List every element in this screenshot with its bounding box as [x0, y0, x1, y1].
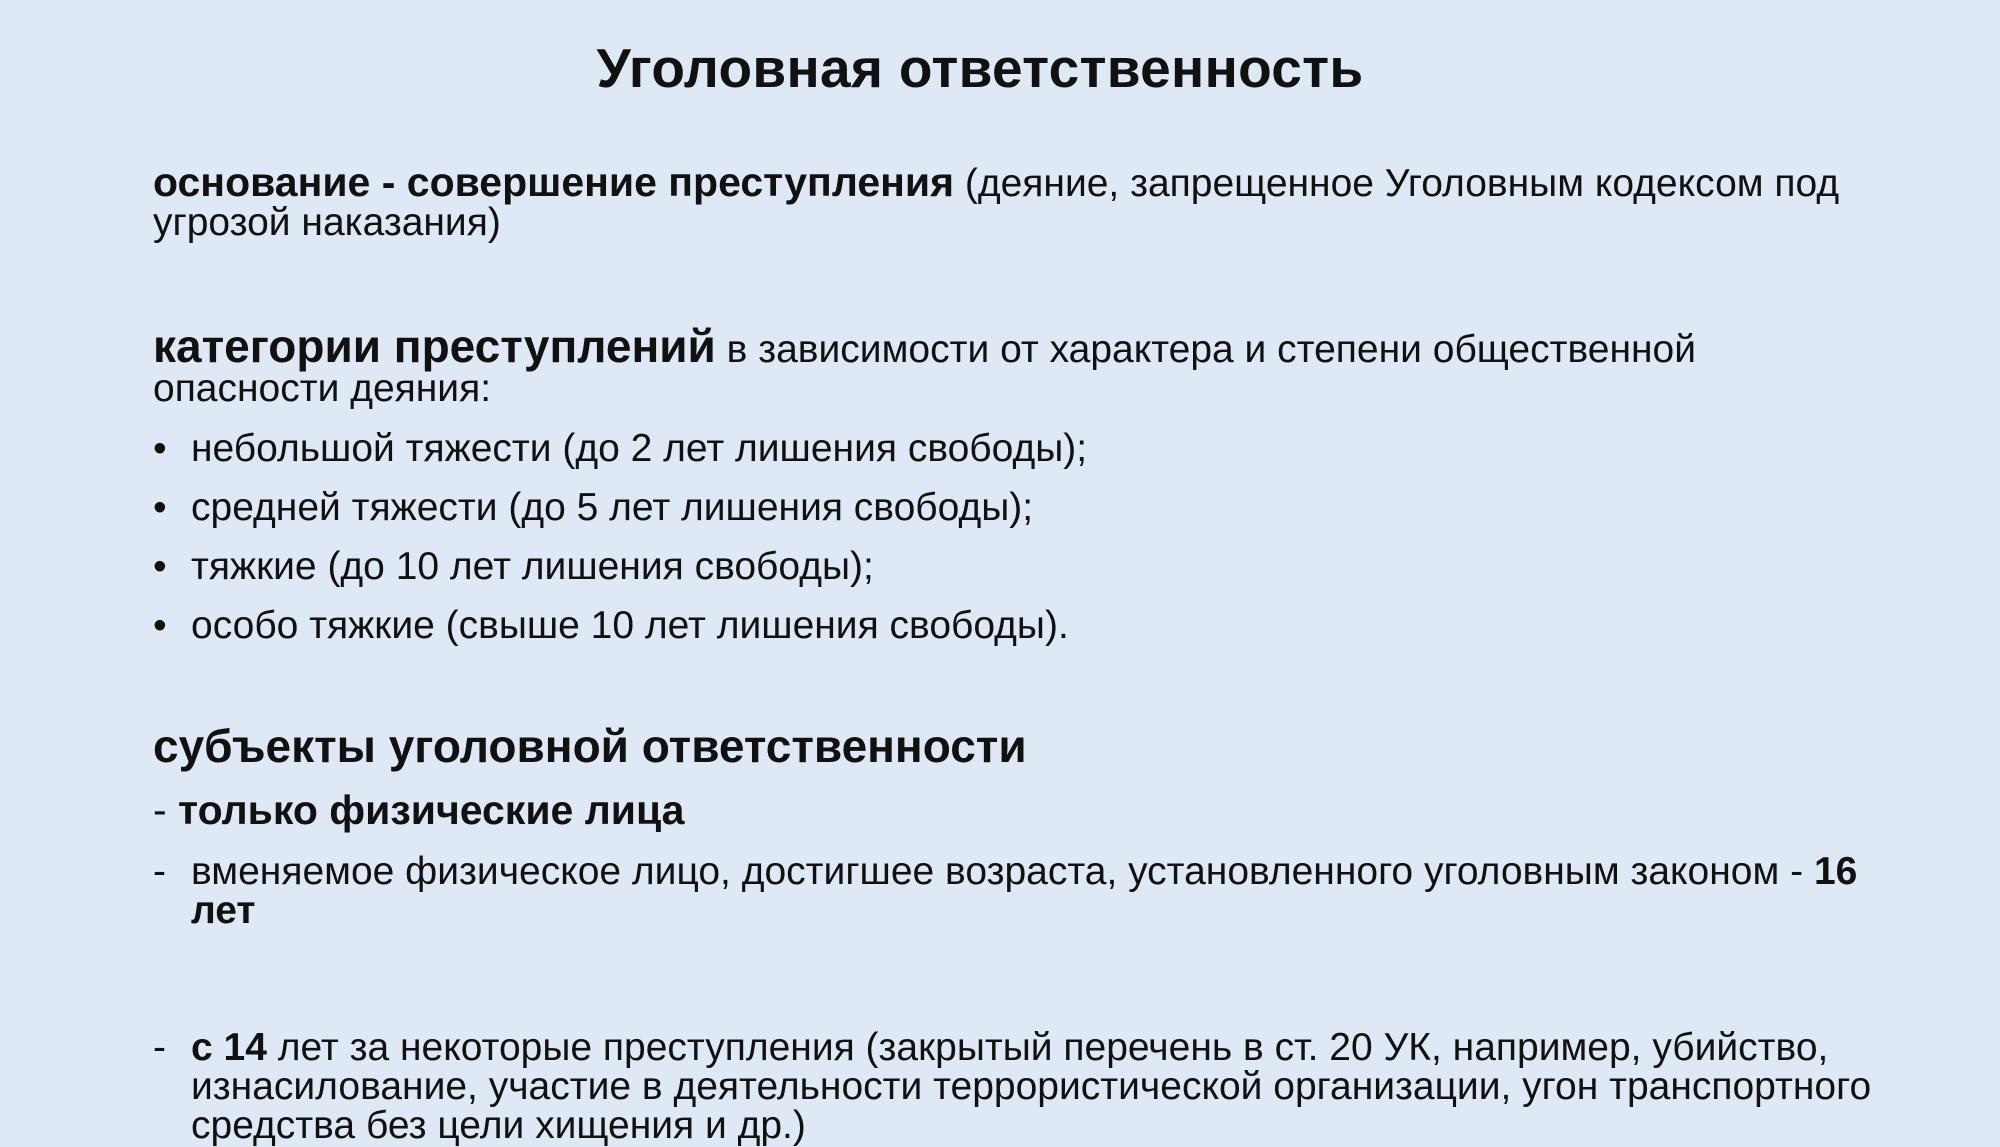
list-item-text: тяжкие (до 10 лет лишения свободы); [191, 545, 874, 588]
categories-list [153, 419, 1873, 655]
basis-text: (деяние, запрещенное Уголовным кодексом под угрозой наказания) [153, 162, 1840, 244]
subjects-item-2-bold: с 14 [191, 1026, 267, 1069]
basis-bold-text: основание - совершение преступления [153, 159, 955, 205]
slide-title: Уголовная ответственность [596, 37, 1364, 99]
categories-text: в зависимости от характера и степени общественной опасности деяния: [153, 328, 1697, 410]
dash-marker: - [153, 1026, 166, 1069]
subjects-item-2 [153, 1028, 1911, 1145]
subjects-item-2-text: лет за некоторые преступления (закрытый перечень в ст. 20 УК, например, убийство, изнасилование, участие в деятельности террористической организации, угон транспортного средства без цели хищения и др.) [191, 1026, 1872, 1147]
subjects-item-1 [153, 852, 1911, 930]
list-item [153, 419, 1873, 478]
subjects-only-prefix: - [153, 787, 179, 833]
list-item-text: средней тяжести (до 5 лет лишения свободы); [191, 486, 1034, 529]
bullet-marker: • [153, 545, 167, 588]
dash-marker: - [153, 850, 166, 893]
list-item [153, 537, 1873, 596]
bullet-marker: • [153, 604, 167, 647]
subjects-only-line [153, 786, 1873, 834]
subjects-item-1-text: вменяемое физическое лицо, достигшее возраста, установленного уголовным законом - [191, 850, 1814, 893]
list-item-text: особо тяжкие (свыше 10 лет лишения свободы). [191, 604, 1069, 647]
list-item [153, 478, 1873, 537]
categories-bold-text: категории преступлений [153, 320, 716, 372]
subjects-item-1-bold: 16 лет [191, 850, 1858, 932]
bullet-marker: • [153, 486, 167, 529]
bullet-marker: • [153, 427, 167, 470]
subjects-heading: субъекты уголовной ответственности [153, 720, 1027, 772]
categories-paragraph [153, 320, 1873, 410]
list-item-text: небольшой тяжести (до 2 лет лишения свободы); [191, 427, 1088, 470]
subjects-only-bold: только физические лица [178, 787, 685, 833]
basis-paragraph [153, 159, 1873, 244]
list-item [153, 596, 1873, 655]
categories-list-container [153, 419, 1873, 655]
